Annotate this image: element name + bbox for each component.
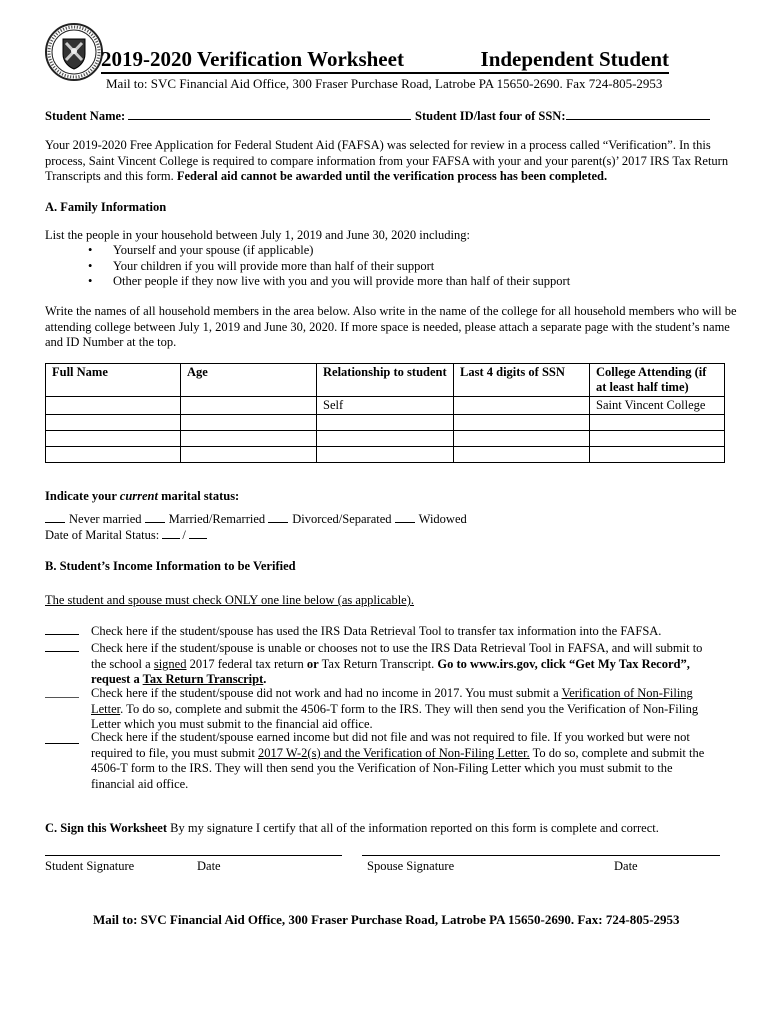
student-signature-line[interactable]: [45, 854, 342, 856]
option-3-text: [91, 686, 719, 733]
table-cell[interactable]: [46, 397, 181, 415]
table-cell: Saint Vincent College: [590, 397, 725, 415]
option-1-checkline[interactable]: [45, 634, 79, 635]
bullet-item: • Your children if you will provide more than half of their support: [88, 259, 570, 275]
title-left: 2019-2020 Verification Worksheet: [101, 47, 404, 71]
intro-bold-text: Federal aid cannot be awarded until the verification process has been completed.: [176, 169, 608, 183]
option-divorced: Divorced/Separated: [292, 512, 392, 526]
marital-label-prefix: Indicate your: [45, 489, 120, 503]
spouse-signature-line[interactable]: [362, 854, 720, 856]
marital-options: [45, 511, 467, 527]
household-list-intro: List the people in your household between July 1, 2019 and June 30, 2020 including:: [45, 228, 470, 242]
option-2-text: [91, 641, 719, 688]
section-a-heading: A. Family Information: [45, 200, 167, 214]
section-c-row: [45, 820, 659, 836]
table-cell[interactable]: [181, 415, 317, 431]
household-instructions: Write the names of all household members in the area below. Also write in the name of the college for all household members who will be attending college between July 1, 2019 and June 30, 2020. If more space is needed, please attach a separate page with the student’s name and ID Number at the top.: [45, 304, 737, 349]
opt4-text-b: To do so, complete and submit the 4506-T form to the IRS. They will then send you the Verification of Non-Filing Letter which you must submit to the financial aid office.: [91, 745, 705, 791]
marital-status-label: [45, 488, 239, 504]
worksheet-title: [101, 46, 669, 74]
student-name-row: [45, 108, 411, 124]
marital-year-field[interactable]: [189, 527, 207, 539]
option-1-text: Check here if the student/spouse has used the IRS Data Retrieval Tool to transfer tax information into the FAFSA.: [91, 624, 662, 638]
section-c-text: By my signature I certify that all of the information reported on this form is complete and correct.: [167, 821, 659, 835]
table-row: [46, 431, 725, 447]
option-4-text: [91, 730, 719, 792]
table-cell[interactable]: [454, 415, 590, 431]
table-cell[interactable]: [46, 431, 181, 447]
college-seal-logo: [44, 22, 104, 82]
option-widowed: Widowed: [418, 512, 467, 526]
mailing-address: Mail to: SVC Financial Aid Office, 300 Fraser Purchase Road, Latrobe PA 15650-2690. Fax 724-805-2953: [106, 76, 663, 91]
col-relationship: Relationship to student: [317, 364, 454, 397]
intro-text: Your 2019-2020 Free Application for Federal Student Aid (FAFSA) was selected for review in a process called “Verification”. In this process, Saint Vincent College is required to compare information from your FAFSA with your and your parent(s)’ 2017 IRS Tax Return Transcripts and this form.: [45, 138, 729, 183]
student-name-field[interactable]: [128, 108, 411, 120]
opt2-signed: signed: [153, 656, 187, 671]
marital-label-suffix: marital status:: [157, 489, 240, 503]
bullet-item: • Yourself and your spouse (if applicable): [88, 243, 570, 259]
never-married-checkline[interactable]: [45, 511, 65, 523]
student-id-row: [415, 108, 710, 124]
option-4-checkline[interactable]: [45, 743, 79, 744]
student-name-label: Student Name:: [45, 109, 126, 123]
household-table: [45, 363, 725, 463]
table-cell[interactable]: [181, 431, 317, 447]
table-cell[interactable]: [181, 397, 317, 415]
opt4-underlined: 2017 W-2(s) and the Verification of Non-Filing Letter.: [258, 745, 530, 760]
marital-label-emphasis: current: [119, 489, 158, 503]
opt3-underlined: Verification of Non-Filing Letter: [91, 686, 693, 716]
option-2-checkline[interactable]: [45, 651, 79, 652]
table-row: [46, 397, 725, 415]
table-cell: Self: [317, 397, 454, 415]
table-cell[interactable]: [590, 415, 725, 431]
opt3-text-b: . To do so, complete and submit the 4506-T form to the IRS. They will then send you the Verification of Non-Filing Letter which you must submit to the financial aid office.: [91, 701, 699, 731]
opt3-text-a: Check here if the student/spouse did not work and had no income in 2017. You must submit a: [91, 686, 562, 700]
marital-month-field[interactable]: [162, 527, 180, 539]
table-cell[interactable]: [46, 447, 181, 463]
divorced-checkline[interactable]: [268, 511, 288, 523]
student-signature-label: Student Signature: [45, 859, 135, 873]
option-never-married: Never married: [69, 512, 142, 526]
opt2-tax-return-transcript-link: Tax Return Transcript: [142, 672, 264, 686]
table-cell[interactable]: [46, 415, 181, 431]
spouse-date-label: Date: [614, 859, 638, 873]
col-ssn: Last 4 digits of SSN: [454, 364, 590, 397]
student-id-field[interactable]: [566, 108, 710, 120]
table-cell[interactable]: [317, 431, 454, 447]
option-married: Married/Remarried: [168, 512, 266, 526]
col-college: College Attending (if at least half time): [590, 364, 725, 397]
opt2-text-c: Tax Return Transcript.: [318, 656, 438, 671]
table-cell[interactable]: [181, 447, 317, 463]
household-bullet-list: [88, 243, 570, 290]
col-age: Age: [181, 364, 317, 397]
title-right: Independent Student: [480, 47, 669, 71]
section-c-heading: C. Sign this Worksheet: [45, 821, 168, 835]
table-cell[interactable]: [454, 447, 590, 463]
student-id-label: Student ID/last four of SSN:: [415, 109, 566, 123]
marital-date-row: [45, 527, 211, 543]
table-cell[interactable]: [317, 447, 454, 463]
widowed-checkline[interactable]: [395, 511, 415, 523]
table-cell[interactable]: [317, 415, 454, 431]
table-cell[interactable]: [454, 431, 590, 447]
married-checkline[interactable]: [145, 511, 165, 523]
intro-paragraph: [45, 138, 745, 185]
student-date-label: Date: [197, 859, 221, 873]
marital-date-label: Date of Marital Status:: [45, 528, 160, 542]
bullet-item: • Other people if they now live with you and you will provide more than half of their support: [88, 274, 570, 290]
table-cell[interactable]: [454, 397, 590, 415]
table-row: [46, 447, 725, 463]
opt2-end: .: [263, 672, 267, 686]
section-b-heading: B. Student’s Income Information to be Verified: [45, 559, 296, 573]
opt2-or: or: [306, 656, 319, 671]
table-cell[interactable]: [590, 431, 725, 447]
section-b-instruction: The student and spouse must check ONLY one line below (as applicable).: [45, 593, 415, 607]
option-3-checkline[interactable]: [45, 697, 79, 698]
opt2-text-a: Check here if the student/spouse is unable or chooses not to use the IRS Data Retrieval Tool in FAFSA, and will submit to the school a: [91, 641, 703, 671]
date-separator: /: [182, 528, 186, 542]
spouse-signature-label: Spouse Signature: [367, 859, 455, 873]
col-full-name: Full Name: [46, 364, 181, 397]
table-row: [46, 415, 725, 431]
table-cell[interactable]: [590, 447, 725, 463]
opt4-text-a: Check here if the student/spouse earned income but did not file and was not required to file. If you worked but were not required to file, you must submit: [91, 730, 690, 760]
opt2-bold: Go to www.irs.gov, click “Get My Tax Record”, request a: [91, 656, 690, 686]
table-header-row: [46, 364, 725, 397]
opt2-text-b: 2017 federal tax return: [186, 656, 307, 671]
footer-mailing-address: Mail to: SVC Financial Aid Office, 300 Fraser Purchase Road, Latrobe PA 15650-2690. Fax: 724-805-2953: [93, 912, 680, 927]
